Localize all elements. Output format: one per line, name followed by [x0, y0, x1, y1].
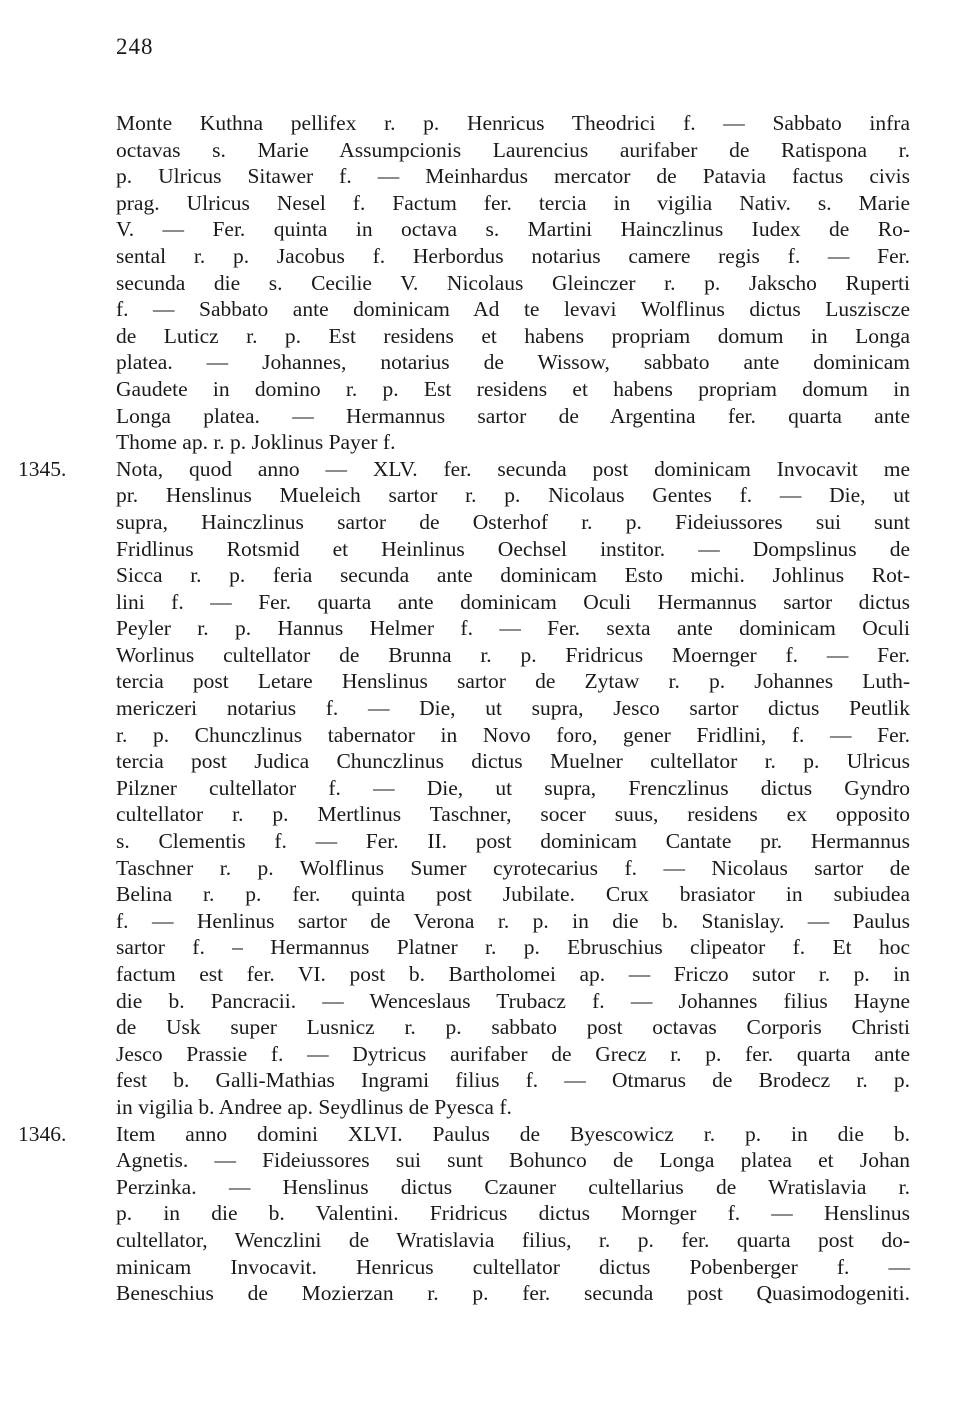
line-text: Longa platea. — Hermannus sartor de Argentina fer. quarta ante	[116, 403, 910, 428]
line-text: sartor f. – Hermannus Platner r. p. Ebruschius clipeator f. Et hoc	[116, 935, 910, 960]
line-text: Thome ap. r. p. Joklinus Payer f.	[116, 430, 396, 455]
line-text: r. p. Chunczlinus tabernator in Novo foro, gener Fridlini, f. — Fer.	[116, 722, 910, 747]
document-body	[18, 110, 910, 1307]
line-text: p. in die b. Valentini. Fridricus dictus Mornger f. — Henslinus	[116, 1201, 910, 1226]
line-text: minicam Invocavit. Henricus cultellator dictus Pobenberger f. —	[116, 1254, 910, 1279]
line-text: supra, Hainczlinus sartor de Osterhof r. p. Fideiussores sui sunt	[116, 509, 910, 534]
line-text: Belina r. p. fer. quinta post Jubilate. Crux brasiator in subiudea	[116, 882, 910, 907]
text-line	[116, 908, 910, 935]
line-text: Worlinus cultellator de Brunna r. p. Fridricus Moernger f. — Fer.	[116, 642, 910, 667]
line-text: in vigilia b. Andree ap. Seydlinus de Pyesca f.	[116, 1094, 512, 1119]
text-line	[116, 216, 910, 243]
line-text: lini f. — Fer. quarta ante dominicam Oculi Hermannus sartor dictus	[116, 589, 910, 614]
text-line	[116, 589, 910, 616]
text-line	[116, 1041, 910, 1068]
line-text: fest b. Galli-Mathias Ingrami filius f. — Otmarus de Brodecz r. p.	[116, 1068, 910, 1093]
text-line	[116, 349, 910, 376]
line-text: f. — Henlinus sartor de Verona r. p. in die b. Stanislay. — Paulus	[116, 908, 910, 933]
line-text: V. — Fer. quinta in octava s. Martini Hainczlinus Iudex de Ro-	[116, 217, 910, 242]
text-line	[116, 1067, 910, 1094]
text-line	[116, 801, 910, 828]
line-text: Agnetis. — Fideiussores sui sunt Bohunco de Longa platea et Johan	[116, 1148, 910, 1173]
text-line	[116, 376, 910, 403]
text-line	[116, 988, 910, 1015]
line-text: Item anno domini XLVI. Paulus de Byescowicz r. p. in die b.	[116, 1121, 910, 1146]
text-line	[116, 828, 910, 855]
text-line	[116, 881, 910, 908]
line-text: factum est fer. VI. post b. Bartholomei ap. — Friczo sutor r. p. in	[116, 962, 910, 986]
text-line	[116, 748, 910, 775]
line-text: Gaudete in domino r. p. Est residens et habens propriam domum in	[116, 376, 910, 401]
text-line	[116, 562, 910, 589]
line-text: Perzinka. — Henslinus dictus Czauner cultellarius de Wratislavia r.	[116, 1174, 910, 1199]
text-line	[116, 961, 910, 988]
text-line	[116, 642, 910, 669]
line-text: Beneschius de Mozierzan r. p. fer. secunda post Quasimodogeniti.	[116, 1281, 910, 1306]
text-line	[116, 1094, 910, 1121]
line-text: die b. Pancracii. — Wenceslaus Trubacz f. — Johannes filius Hayne	[116, 988, 910, 1013]
line-text: de Usk super Lusnicz r. p. sabbato post octavas Corporis Christi	[116, 1015, 910, 1040]
line-text: de Luticz r. p. Est residens et habens propriam domum in Longa	[116, 323, 910, 348]
text-line	[116, 482, 910, 509]
line-text: Nota, quod anno — XLV. fer. secunda post dominicam Invocavit me	[116, 456, 910, 481]
text-line	[116, 934, 910, 961]
line-text: prag. Ulricus Nesel f. Factum fer. tercia in vigilia Nativ. s. Marie	[116, 190, 910, 215]
text-line	[116, 296, 910, 323]
line-text: Jesco Prassie f. — Dytricus aurifaber de Grecz r. p. fer. quarta ante	[116, 1041, 910, 1066]
line-text: octavas s. Marie Assumpcionis Laurencius aurifaber de Ratispona r.	[116, 137, 910, 162]
line-text: Pilzner cultellator f. — Die, ut supra, Frenczlinus dictus Gyndro	[116, 775, 910, 800]
text-line	[116, 1200, 910, 1227]
text-line	[116, 1147, 910, 1174]
line-text: tercia post Judica Chunczlinus dictus Muelner cultellator r. p. Ulricus	[116, 749, 910, 774]
line-text: pr. Henslinus Mueleich sartor r. p. Nicolaus Gentes f. — Die, ut	[116, 483, 910, 508]
text-line	[116, 403, 910, 430]
text-line	[116, 855, 910, 882]
year-marker: 1346.	[18, 1121, 67, 1146]
text-line	[116, 1174, 910, 1201]
text-line	[116, 722, 910, 749]
text-line	[116, 1014, 910, 1041]
line-text: p. Ulricus Sitawer f. — Meinhardus mercator de Patavia factus civis	[116, 164, 910, 189]
text-line	[116, 429, 910, 456]
text-line	[116, 190, 910, 217]
text-line	[116, 1254, 910, 1281]
text-line	[116, 323, 910, 350]
text-line	[116, 509, 910, 536]
text-line	[116, 1227, 910, 1254]
text-line	[116, 1280, 910, 1307]
line-text: tercia post Letare Henslinus sartor de Zytaw r. p. Johannes Luth-	[116, 669, 910, 694]
line-text: Monte Kuthna pellifex r. p. Henricus Theodrici f. — Sabbato infra	[116, 111, 910, 135]
text-line	[18, 1121, 910, 1148]
line-text: s. Clementis f. — Fer. II. post dominicam Cantate pr. Hermannus	[116, 829, 910, 854]
line-text: secunda die s. Cecilie V. Nicolaus Gleinczer r. p. Jakscho Ruperti	[116, 270, 910, 295]
text-line	[116, 163, 910, 190]
line-text: Sicca r. p. feria secunda ante dominicam Esto michi. Johlinus Rot-	[116, 563, 910, 588]
text-line	[116, 536, 910, 563]
line-text: platea. — Johannes, notarius de Wissow, sabbato ante dominicam	[116, 350, 910, 375]
line-text: Peyler r. p. Hannus Helmer f. — Fer. sexta ante dominicam Oculi	[116, 616, 910, 641]
text-line	[18, 456, 910, 483]
line-text: Fridlinus Rotsmid et Heinlinus Oechsel institor. — Dompslinus de	[116, 536, 910, 561]
line-text: f. — Sabbato ante dominicam Ad te levavi Wolflinus dictus Lusziscze	[116, 297, 910, 322]
line-text: sental r. p. Jacobus f. Herbordus notarius camere regis f. — Fer.	[116, 243, 910, 268]
text-line	[116, 615, 910, 642]
text-line	[116, 270, 910, 297]
text-line	[116, 775, 910, 802]
text-line	[116, 137, 910, 164]
year-marker: 1345.	[18, 456, 67, 481]
line-text: mericzeri notarius f. — Die, ut supra, Jesco sartor dictus Peutlik	[116, 696, 910, 721]
line-text: Taschner r. p. Wolflinus Sumer cyrotecarius f. — Nicolaus sartor de	[116, 855, 910, 880]
text-line	[116, 243, 910, 270]
text-line	[116, 695, 910, 722]
line-text: cultellator r. p. Mertlinus Taschner, socer suus, residens ex opposito	[116, 802, 910, 827]
text-line	[116, 668, 910, 695]
page-number: 248	[116, 34, 154, 59]
line-text: cultellator, Wenczlini de Wratislavia filius, r. p. fer. quarta post do-	[116, 1227, 910, 1252]
text-line	[116, 110, 910, 137]
